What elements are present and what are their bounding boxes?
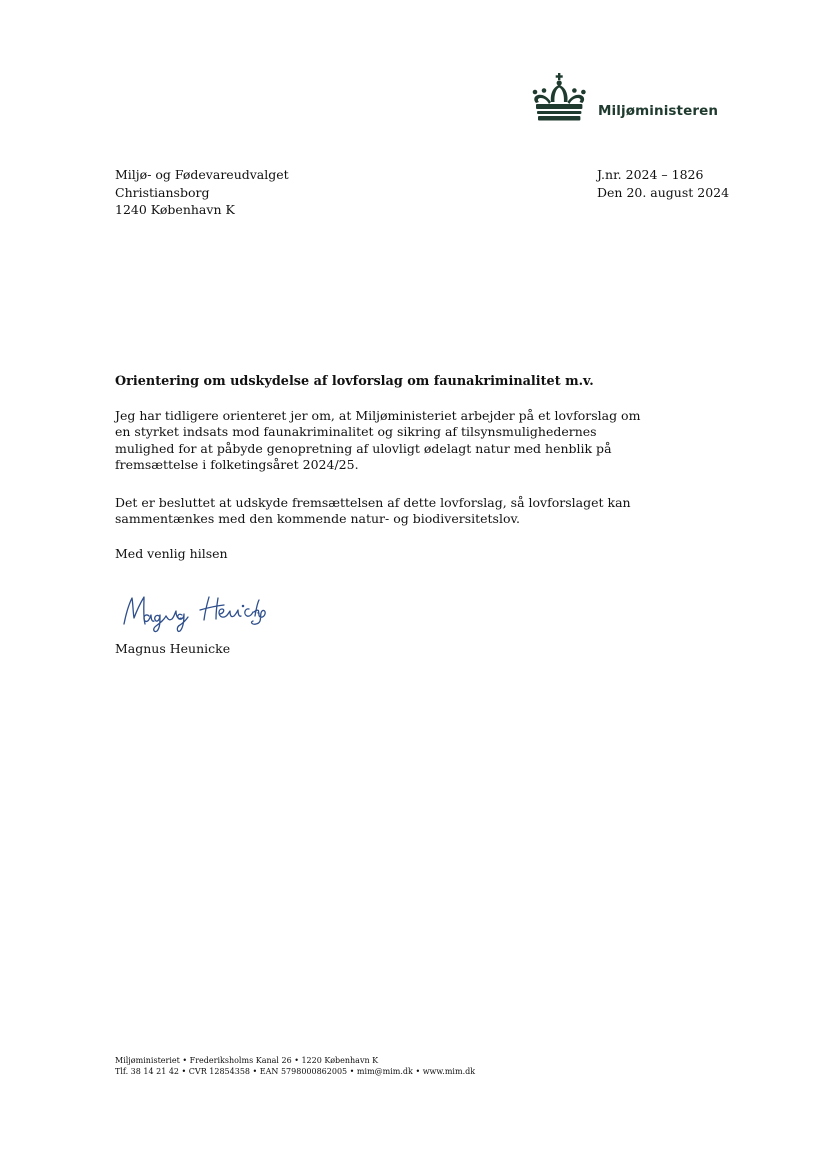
- recipient-line: Miljø- og Fødevareudvalget: [115, 167, 289, 182]
- recipient-address: [115, 166, 289, 219]
- footer-contact: Tlf. 38 14 21 42 • CVR 12854358 • EAN 5798000862005 • mim@mim.dk • www.mim.dk: [115, 1067, 476, 1076]
- journal-number: J.nr. 2024 – 1826: [597, 167, 704, 182]
- text-line: fremsættelse i folketingsåret 2024/25.: [115, 456, 359, 472]
- crown-icon: [531, 72, 591, 122]
- text-line: Jeg har tidligere orienteret jer om, at Miljøministeriet arbejder på et lovforslag om: [115, 408, 641, 423]
- letter-footer: [115, 1055, 475, 1077]
- body-paragraph-1: [115, 408, 640, 473]
- recipient-line: 1240 København K: [115, 202, 235, 217]
- body-paragraph-2: [115, 495, 631, 528]
- handwritten-signature: [118, 592, 268, 638]
- letter-date: Den 20. august 2024: [597, 184, 730, 200]
- closing-salutation: Med venlig hilsen: [115, 546, 228, 561]
- letter-subject: Orientering om udskydelse af lovforslag om faunakriminalitet m.v.: [115, 374, 594, 389]
- footer-address: Miljøministeriet • Frederiksholms Kanal 26 • 1220 København K: [115, 1056, 379, 1065]
- signer-name: Magnus Heunicke: [115, 641, 231, 656]
- ministry-logo: [531, 72, 721, 124]
- text-line: sammentænkes med den kommende natur- og biodiversitetslov.: [115, 511, 521, 527]
- ministry-name: Miljøministeren: [598, 103, 719, 119]
- recipient-line: Christiansborg: [115, 184, 210, 200]
- text-line: mulighed for at påbyde genopretning af ulovligt ødelagt natur med henblik på: [115, 440, 612, 456]
- text-line: Det er besluttet at udskyde fremsættelsen af dette lovforslag, så lovforslaget kan: [115, 495, 631, 510]
- letter-meta: [597, 166, 729, 201]
- text-line: en styrket indsats mod faunakriminalitet og sikring af tilsynsmulighedernes: [115, 424, 597, 440]
